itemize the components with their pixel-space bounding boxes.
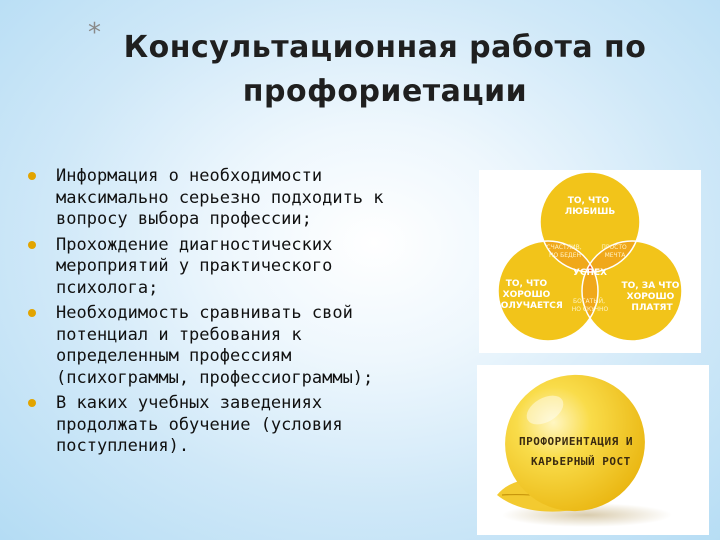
svg-text:ТО, ЧТО ЛЮБИШЬ (565, 196, 616, 217)
venn-right-label-2: ХОРОШО (626, 292, 675, 302)
venn-overlap-tr-1: ПРОСТО (601, 244, 627, 251)
career-egg-image (477, 365, 709, 535)
svg-text:СЧАСТЛИВ, НО БЕДЕН (546, 244, 583, 259)
bullet-text: Необходимость сравнивать свой потенциал и требования к определенным профессиям (психограммы, профессиограммы); (56, 303, 374, 388)
svg-text:ПРОСТО МЕЧТА (601, 244, 628, 259)
venn-overlap-tr-2: МЕЧТА (604, 252, 626, 259)
bullet-dot-icon (28, 241, 36, 249)
venn-right-label-3: ПЛАТЯТ (631, 303, 673, 313)
list-item (28, 235, 428, 300)
bullet-list (28, 166, 428, 464)
list-item (28, 393, 428, 458)
venn-left-label-3: ПОЛУЧАЕТСЯ (493, 301, 563, 311)
egg-text-line2: КАРЬЕРНЫЙ РОСТ (531, 455, 631, 468)
venn-overlap-b-1: БОГАТЫЙ, (573, 298, 606, 305)
list-item (28, 166, 428, 231)
egg-illustration (477, 365, 709, 535)
venn-diagram-image (479, 170, 701, 353)
venn-overlap-b-2: НО СКУЧНО (571, 306, 609, 313)
svg-text:БОГАТЫЙ, НО СКУЧНО (572, 298, 609, 313)
bullet-text: Прохождение диагностических мероприятий у практического психолога; (56, 234, 333, 298)
venn-top-label-1: ТО, ЧТО (567, 196, 610, 206)
venn-left-label-1: ТО, ЧТО (505, 279, 548, 289)
title-bullet-star: * (88, 18, 101, 48)
bullet-dot-icon (28, 309, 36, 317)
venn-diagram (479, 170, 701, 353)
venn-right-label-1: ТО, ЗА ЧТО (621, 281, 680, 291)
venn-top-label-2: ЛЮБИШЬ (564, 207, 616, 217)
venn-left-label-2: ХОРОШО (502, 290, 551, 300)
bullet-dot-icon (28, 399, 36, 407)
bullet-dot-icon (28, 172, 36, 180)
slide-title: Консультационная работа по профориетации (123, 30, 647, 109)
venn-center-label: УСПЕХ (572, 268, 608, 278)
bullet-text: Информация о необходимости максимально серьезно подходить к вопросу выбора профессии; (56, 166, 384, 229)
list-item (28, 303, 428, 389)
venn-overlap-tl-1: СЧАСТЛИВ, (546, 244, 582, 251)
egg-text-line1: ПРОФОРИЕНТАЦИЯ И (519, 435, 633, 448)
venn-overlap-tl-2: НО БЕДЕН (548, 252, 582, 259)
bullet-text: В каких учебных заведениях продолжать обучение (условия поступления). (56, 393, 343, 456)
